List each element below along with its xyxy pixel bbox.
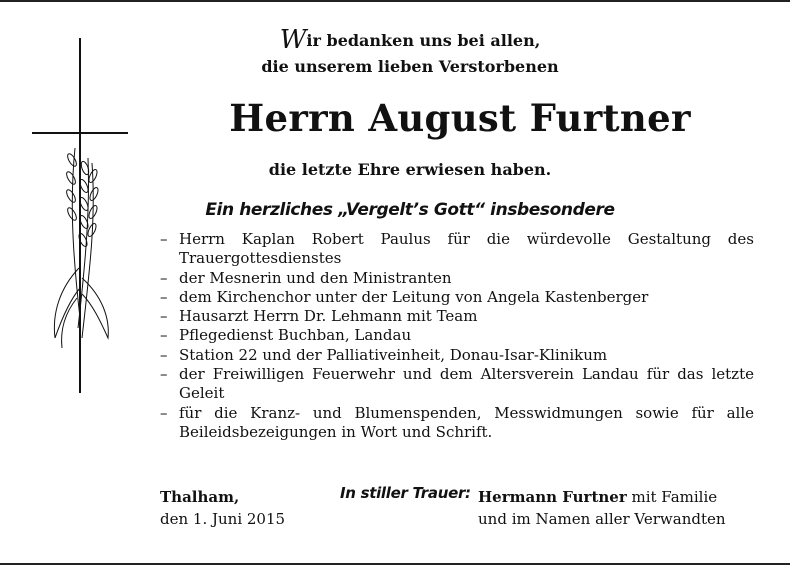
- list-item: [160, 288, 754, 307]
- signer-name: Hermann Furtner: [478, 488, 627, 506]
- list-item-text: der Freiwilligen Feuerwehr und dem Altersverein Landau für das letzte Geleit: [179, 365, 754, 403]
- list-item: [160, 307, 754, 326]
- list-dash: –: [160, 307, 168, 326]
- intro-line-2: die unserem lieben Verstorbenen: [261, 57, 559, 76]
- deceased-name: Herrn August Furtner: [229, 96, 691, 140]
- thanks-list: [160, 230, 754, 442]
- intro-line-1-text: ir bedanken uns bei allen,: [306, 31, 541, 50]
- list-item-text: Hausarzt Herrn Dr. Lehmann mit Team: [179, 307, 478, 326]
- thanks-heading: Ein herzliches „Vergelt’s Gott“ insbesondere: [205, 200, 615, 220]
- list-item: [160, 404, 754, 443]
- list-item-text: Pflegedienst Buchban, Landau: [179, 326, 412, 345]
- intro-line-1: [200, 25, 620, 55]
- list-item: [160, 230, 754, 269]
- list-item: [160, 326, 754, 345]
- list-dash: –: [160, 365, 168, 384]
- place: Thalham,: [160, 488, 240, 506]
- list-dash: –: [160, 230, 168, 248]
- cross-with-wheat-icon: [30, 38, 140, 398]
- list-item-text: der Mesnerin und den Ministranten: [179, 268, 452, 287]
- signer-suffix: mit Familie: [626, 488, 718, 506]
- intro-initial: W: [279, 25, 307, 55]
- list-item-text: Station 22 und der Palliativeinheit, Donau-Isar-Klinikum: [179, 345, 608, 364]
- top-rule: [0, 0, 790, 2]
- date: den 1. Juni 2015: [160, 510, 286, 528]
- mourning-label: In stiller Trauer:: [340, 484, 471, 502]
- relatives-line: und im Namen aller Verwandten: [478, 510, 726, 528]
- signer-line: [478, 486, 726, 508]
- list-item-text: Herrn Kaplan Robert Paulus für die würdevolle Gestaltung des Trauergottesdienstes: [179, 230, 754, 268]
- list-item-text: dem Kirchenchor unter der Leitung von Angela Kastenberger: [179, 287, 649, 306]
- list-item: [160, 346, 754, 365]
- list-item: [160, 365, 754, 404]
- signature-block: [478, 486, 726, 530]
- list-dash: –: [160, 345, 168, 364]
- list-item-text: für die Kranz- und Blumenspenden, Messwidmungen sowie für alle Beileidsbezeigungen in Wort und Schrift.: [179, 403, 754, 441]
- list-dash: –: [160, 287, 168, 306]
- list-item: [160, 269, 754, 288]
- after-name-line: die letzte Ehre erwiesen haben.: [268, 160, 552, 179]
- list-dash: –: [160, 326, 168, 345]
- list-dash: –: [160, 403, 168, 422]
- place-date-block: [160, 486, 285, 530]
- list-dash: –: [160, 268, 168, 287]
